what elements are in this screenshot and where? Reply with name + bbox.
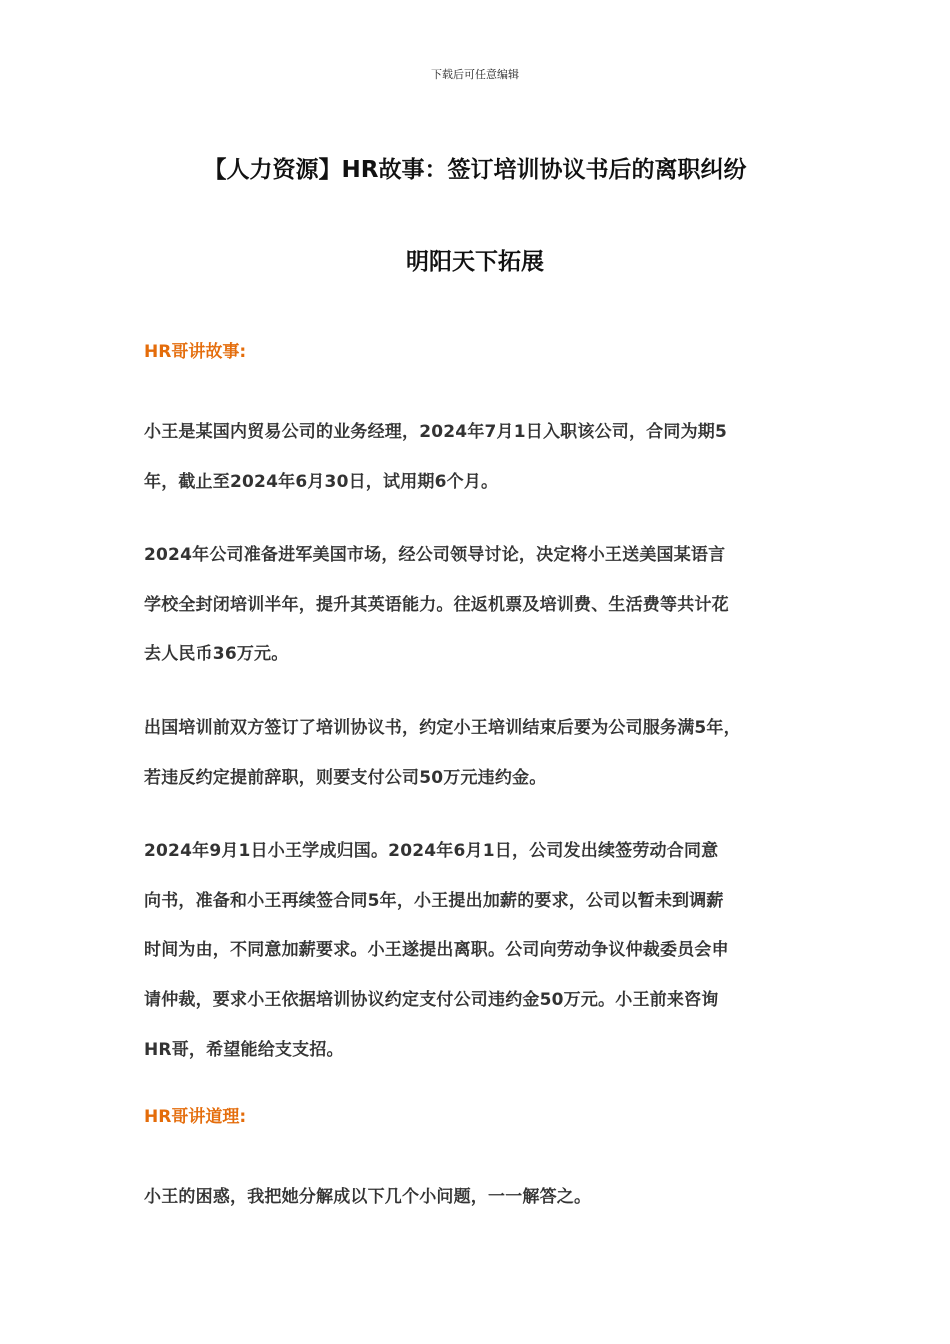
paragraph-line: 向书，准备和小王再续签合同5年，小王提出加薪的要求，公司以暂未到调薪 — [144, 890, 724, 911]
document-title: 【人力资源】HR故事：签订培训协议书后的离职纠纷 — [203, 157, 747, 183]
paragraph-line: 时间为由，不同意加薪要求。小王遂提出离职。公司向劳动争议仲裁委员会申 — [144, 940, 729, 961]
paragraph-line: 请仲裁，要求小王依据培训协议约定支付公司违约金50万元。小王前来咨询 — [144, 989, 719, 1010]
paragraph-line: 2024年9月1日小王学成归国。2024年6月1日，公司发出续签劳动合同意 — [144, 841, 719, 862]
section-reasoning — [144, 1099, 812, 1223]
paragraph-line: 年，截止至2024年6月30日，试用期6个月。 — [144, 471, 499, 492]
document-body — [144, 334, 812, 1247]
paragraph-line: 小王是某国内贸易公司的业务经理，2024年7月1日入职该公司，合同为期5 — [144, 422, 727, 442]
paragraph-line: 小王的困惑，我把她分解成以下几个小问题，一一解答之。 — [144, 1187, 592, 1208]
paragraph-line: 学校全封闭培训半年，提升其英语能力。往返机票及培训费、生活费等共计花 — [144, 594, 729, 615]
document-subtitle: 明阳天下拓展 — [406, 249, 544, 275]
section-heading: HR哥讲道理: — [144, 1107, 247, 1128]
paragraph — [144, 704, 812, 803]
paragraph — [144, 531, 812, 680]
header-note: 下载后可任意编辑 — [431, 68, 519, 81]
paragraph-line: 2024年公司准备进军美国市场，经公司领导讨论，决定将小王送美国某语言 — [144, 545, 726, 566]
paragraph — [144, 827, 812, 1075]
paragraph — [144, 1173, 812, 1223]
section-heading: HR哥讲故事: — [144, 342, 247, 362]
paragraph-line: 出国培训前双方签订了培训协议书，约定小王培训结束后要为公司服务满5年， — [144, 717, 741, 738]
section-story — [144, 334, 812, 1075]
paragraph-line: 去人民币36万元。 — [144, 644, 289, 665]
paragraph-line: 若违反约定提前辞职，则要支付公司50万元违约金。 — [144, 767, 547, 788]
paragraph-line: HR哥，希望能给支支招。 — [144, 1039, 344, 1060]
paragraph — [144, 408, 812, 507]
